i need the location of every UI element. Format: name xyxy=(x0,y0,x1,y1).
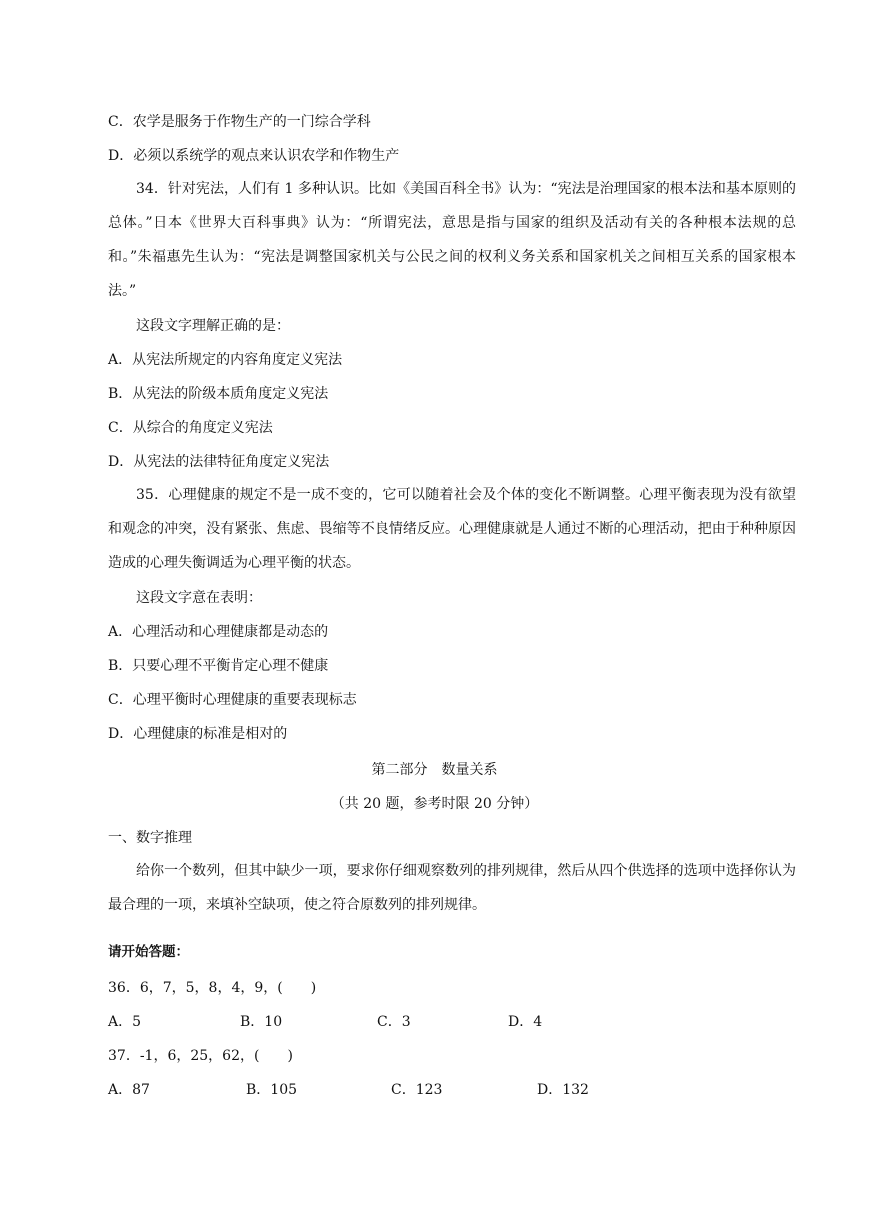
q35-option-b: B．只要心理不平衡肯定心理不健康 xyxy=(108,658,329,674)
section-title: 第二部分 数量关系 xyxy=(371,762,498,778)
q37-stem: 37．-1，6，25，62，( ) xyxy=(108,1048,293,1064)
q35-stem: 35．心理健康的规定不是一成不变的，它可以随着社会及个体的变化不断调整。心理平衡表现为没有欲望和观念的冲突，没有紧张、焦虑、畏缩等不良情绪反应。心理健康就是人通过不断的心理活动，把由于种种原因造成的心理失衡调适为心理平衡的状态。 xyxy=(108,487,796,571)
q34-option-d: D．从宪法的法律特征角度定义宪法 xyxy=(108,454,330,470)
section-subtitle: （共 20 题，参考时限 20 分钟） xyxy=(330,796,539,812)
q35-option-a: A．心理活动和心理健康都是动态的 xyxy=(108,624,329,640)
q35-option-c: C．心理平衡时心理健康的重要表现标志 xyxy=(108,692,357,708)
subsection-heading: 一、数字推理 xyxy=(108,830,192,846)
q37-option-a: A．87 xyxy=(108,1082,150,1098)
q37-option-c: C．123 xyxy=(391,1082,443,1098)
start-label: 请开始答题： xyxy=(108,944,189,960)
q35-prompt: 这段文字意在表明： xyxy=(136,590,262,606)
q33-option-c: C．农学是服务于作物生产的一门综合学科 xyxy=(108,114,371,130)
q34-option-c: C．从综合的角度定义宪法 xyxy=(108,420,273,436)
q34-prompt: 这段文字理解正确的是： xyxy=(136,318,290,334)
q34-stem: 34．针对宪法，人们有 1 多种认识。比如《美国百科全书》认为：“宪法是治理国家的根本法和基本原则的总体。”日本《世界大百科事典》认为：“所谓宪法，意思是指与国家的组织及活动有关的各种根本法规的总和。”朱福惠先生认为：“宪法是调整国家机关与公民之间的权利义务关系和国家机关之间相互关系的国家根本法。” xyxy=(108,181,796,299)
q33-option-d: D．必须以系统学的观点来认识农学和作物生产 xyxy=(108,148,400,164)
q37-option-d: D．132 xyxy=(537,1082,589,1098)
q36-option-d: D．4 xyxy=(508,1014,543,1030)
q34-option-a: A．从宪法所规定的内容角度定义宪法 xyxy=(108,352,343,368)
q37-option-b: B．105 xyxy=(246,1082,298,1098)
q36-stem: 36．6，7，5，8，4，9，( ) xyxy=(108,980,317,996)
q35-option-d: D．心理健康的标准是相对的 xyxy=(108,726,288,742)
section-instructions: 给你一个数列，但其中缺少一项，要求你仔细观察数列的排列规律，然后从四个供选择的选项中选择你认为最合理的一项，来填补空缺项，使之符合原数列的排列规律。 xyxy=(108,863,796,913)
q36-option-b: B．10 xyxy=(240,1014,283,1030)
q34-option-b: B．从宪法的阶级本质角度定义宪法 xyxy=(108,386,329,402)
q36-option-c: C．3 xyxy=(377,1014,411,1030)
q36-option-a: A．5 xyxy=(108,1014,142,1030)
